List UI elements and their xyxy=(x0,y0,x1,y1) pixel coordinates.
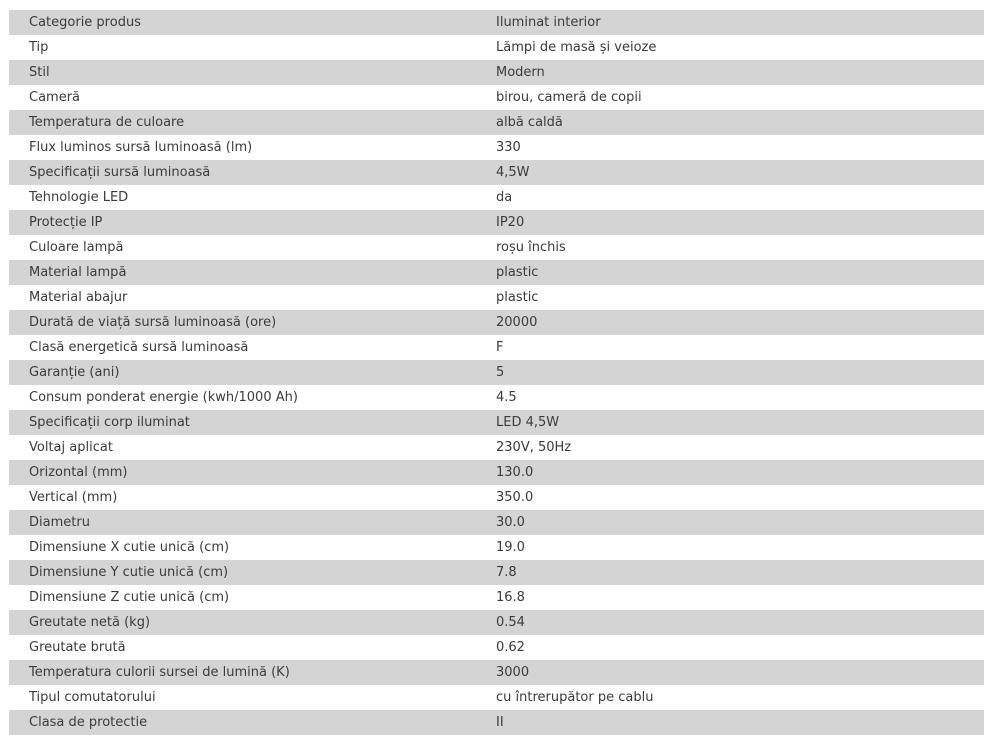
spec-row xyxy=(9,385,984,410)
spec-value: da xyxy=(496,190,513,205)
spec-row xyxy=(9,685,984,710)
spec-label: Tipul comutatorului xyxy=(29,690,156,705)
spec-value: LED 4,5W xyxy=(496,415,560,430)
spec-value: 7.8 xyxy=(496,565,517,580)
spec-label: Dimensiune X cutie unică (cm) xyxy=(29,540,230,555)
spec-label: Stil xyxy=(29,65,50,80)
spec-value: roșu închis xyxy=(496,240,566,255)
spec-label: Categorie produs xyxy=(29,15,141,30)
spec-value: 16.8 xyxy=(496,590,525,605)
spec-label: Flux luminos sursă luminoasă (lm) xyxy=(29,140,253,155)
spec-value: albă caldă xyxy=(496,115,563,130)
spec-row xyxy=(9,535,984,560)
spec-row xyxy=(9,310,984,335)
spec-value: plastic xyxy=(496,290,539,305)
spec-label: Clasa de protectie xyxy=(29,715,148,730)
spec-label: Vertical (mm) xyxy=(29,490,118,505)
spec-value: 4,5W xyxy=(496,165,530,180)
spec-label: Temperatura de culoare xyxy=(29,115,185,130)
spec-label: Garanție (ani) xyxy=(29,365,120,380)
spec-row xyxy=(9,60,984,85)
spec-value: 0.62 xyxy=(496,640,525,655)
spec-row xyxy=(9,660,984,685)
spec-label: Dimensiune Z cutie unică (cm) xyxy=(29,590,230,605)
spec-value: birou, cameră de copii xyxy=(496,90,642,105)
spec-row xyxy=(9,35,984,60)
spec-row xyxy=(9,435,984,460)
spec-label: Greutate netă (kg) xyxy=(29,615,151,630)
spec-label: Diametru xyxy=(29,515,90,530)
spec-value: Lămpi de masă și veioze xyxy=(496,40,657,55)
spec-label: Protecție IP xyxy=(29,215,103,230)
spec-value: 5 xyxy=(496,365,505,380)
spec-row xyxy=(9,285,984,310)
spec-row xyxy=(9,585,984,610)
spec-value: 330 xyxy=(496,140,521,155)
specs-table-body xyxy=(9,10,984,735)
spec-label: Temperatura culorii sursei de lumină (K) xyxy=(29,665,290,680)
spec-row xyxy=(9,635,984,660)
spec-row xyxy=(9,610,984,635)
spec-row xyxy=(9,335,984,360)
spec-value: II xyxy=(496,715,504,730)
spec-value: 230V, 50Hz xyxy=(496,440,572,455)
spec-value: 350.0 xyxy=(496,490,534,505)
spec-label: Dimensiune Y cutie unică (cm) xyxy=(29,565,229,580)
spec-value: 20000 xyxy=(496,315,538,330)
spec-label: Specificații sursă luminoasă xyxy=(29,165,211,180)
spec-label: Clasă energetică sursă luminoasă xyxy=(29,340,249,355)
spec-value: cu întrerupător pe cablu xyxy=(496,690,654,705)
spec-value: 30.0 xyxy=(496,515,525,530)
spec-value: IP20 xyxy=(496,215,525,230)
spec-label: Voltaj aplicat xyxy=(29,440,113,455)
spec-label: Consum ponderat energie (kwh/1000 Ah) xyxy=(29,390,298,405)
spec-label: Cameră xyxy=(29,90,81,105)
spec-row xyxy=(9,360,984,385)
spec-label: Culoare lampă xyxy=(29,240,124,255)
spec-row xyxy=(9,410,984,435)
spec-value: 4.5 xyxy=(496,390,517,405)
spec-value: F xyxy=(496,340,504,355)
spec-label: Tehnologie LED xyxy=(29,190,129,205)
spec-value: 3000 xyxy=(496,665,530,680)
spec-label: Specificații corp iluminat xyxy=(29,415,190,430)
spec-row xyxy=(9,235,984,260)
spec-row xyxy=(9,710,984,735)
spec-value: plastic xyxy=(496,265,539,280)
spec-row xyxy=(9,210,984,235)
spec-label: Greutate brută xyxy=(29,640,126,655)
spec-label: Durată de viață sursă luminoasă (ore) xyxy=(29,315,277,330)
spec-row xyxy=(9,10,984,35)
spec-value: Iluminat interior xyxy=(496,15,601,30)
spec-row xyxy=(9,560,984,585)
spec-row xyxy=(9,85,984,110)
spec-row xyxy=(9,110,984,135)
spec-label: Material abajur xyxy=(29,290,128,305)
spec-value: Modern xyxy=(496,65,545,80)
spec-value: 130.0 xyxy=(496,465,534,480)
spec-row xyxy=(9,510,984,535)
spec-label: Material lampă xyxy=(29,265,127,280)
spec-row xyxy=(9,260,984,285)
spec-value: 0.54 xyxy=(496,615,525,630)
spec-label: Tip xyxy=(29,40,49,55)
spec-value: 19.0 xyxy=(496,540,525,555)
spec-label: Orizontal (mm) xyxy=(29,465,128,480)
spec-row xyxy=(9,135,984,160)
spec-row xyxy=(9,185,984,210)
spec-row xyxy=(9,485,984,510)
spec-row xyxy=(9,160,984,185)
product-specs-table xyxy=(9,10,984,735)
spec-row xyxy=(9,460,984,485)
